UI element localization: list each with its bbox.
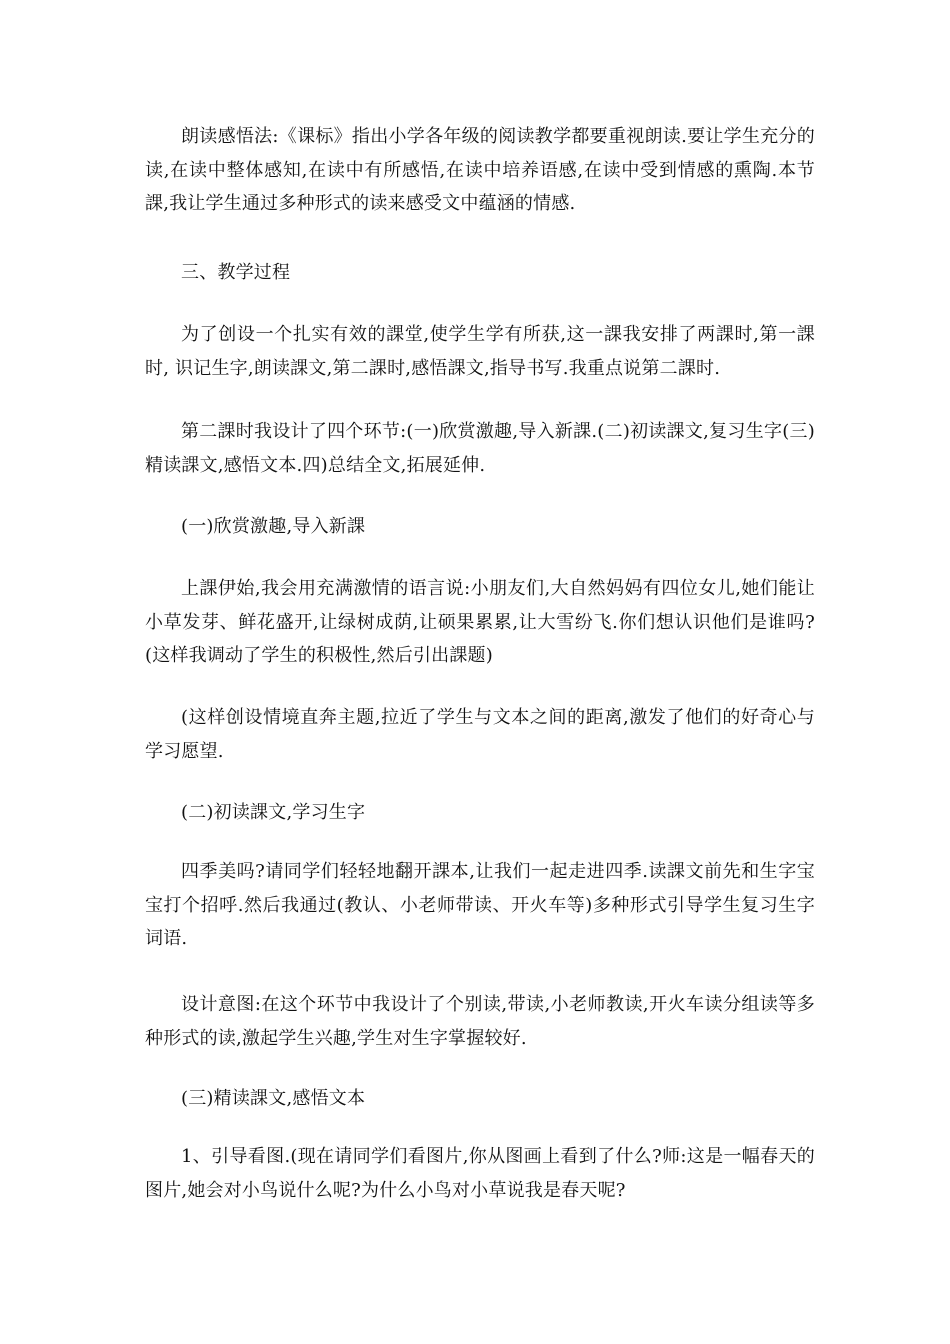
- paragraph-scenario-note: (这样创设情境直奔主题,拉近了学生与文本之间的距离,激发了他们的好奇心与学习愿望.: [145, 707, 815, 762]
- paragraph-design-intent: 设计意图:在这个环节中我设计了个别读,带读,小老师教读,开火车读分组读等多种形式的读,激起学生兴趣,学生对生字掌握较好.: [145, 994, 815, 1049]
- subheading-step-one: (一)欣赏激趣,导入新課: [181, 516, 366, 537]
- subheading-step-three: (三)精读課文,感悟文本: [181, 1088, 366, 1109]
- section-heading-teaching-process: 三、教学过程: [181, 262, 291, 283]
- subheading-step-two: (二)初读課文,学习生字: [181, 802, 366, 823]
- paragraph-class-opening: 上課伊始,我会用充满激情的语言说:小朋友们,大自然妈妈有四位女儿,她们能让小草发芽、鲜花盛开,让绿树成荫,让硕果累累,让大雪纷飞.你们想认识他们是谁吗?(这样我调动了学生的积极性,然后引出課题): [145, 578, 815, 666]
- paragraph-four-steps: 第二課时我设计了四个环节:(一)欣赏激趣,导入新課.(二)初读課文,复习生字(三)精读課文,感悟文本.四)总结全文,拓展延伸.: [145, 421, 815, 476]
- paragraph-lesson-plan: 为了创设一个扎实有效的課堂,使学生学有所获,这一課我安排了两課时,第一課时, 识记生字,朗读課文,第二課时,感悟課文,指导书写.我重点说第二課时.: [145, 324, 815, 379]
- paragraph-reading-method: 朗读感悟法:《课标》指出小学各年级的阅读教学都要重视朗读.要让学生充分的读,在读中整体感知,在读中有所感悟,在读中培养语感,在读中受到情感的熏陶.本节課,我让学生通过多种形式的读来感受文中蕴涵的情感.: [145, 126, 815, 214]
- paragraph-look-at-picture: 1、引导看图.(现在请同学们看图片,你从图画上看到了什么?师:这是一幅春天的图片,她会对小鸟说什么呢?为什么小鸟对小草说我是春天呢?: [145, 1146, 815, 1201]
- paragraph-four-seasons: 四季美吗?请同学们轻轻地翻开課本,让我们一起走进四季.读課文前先和生字宝宝打个招呼.然后我通过(教认、小老师带读、开火车等)多种形式引导学生复习生字词语.: [145, 861, 815, 949]
